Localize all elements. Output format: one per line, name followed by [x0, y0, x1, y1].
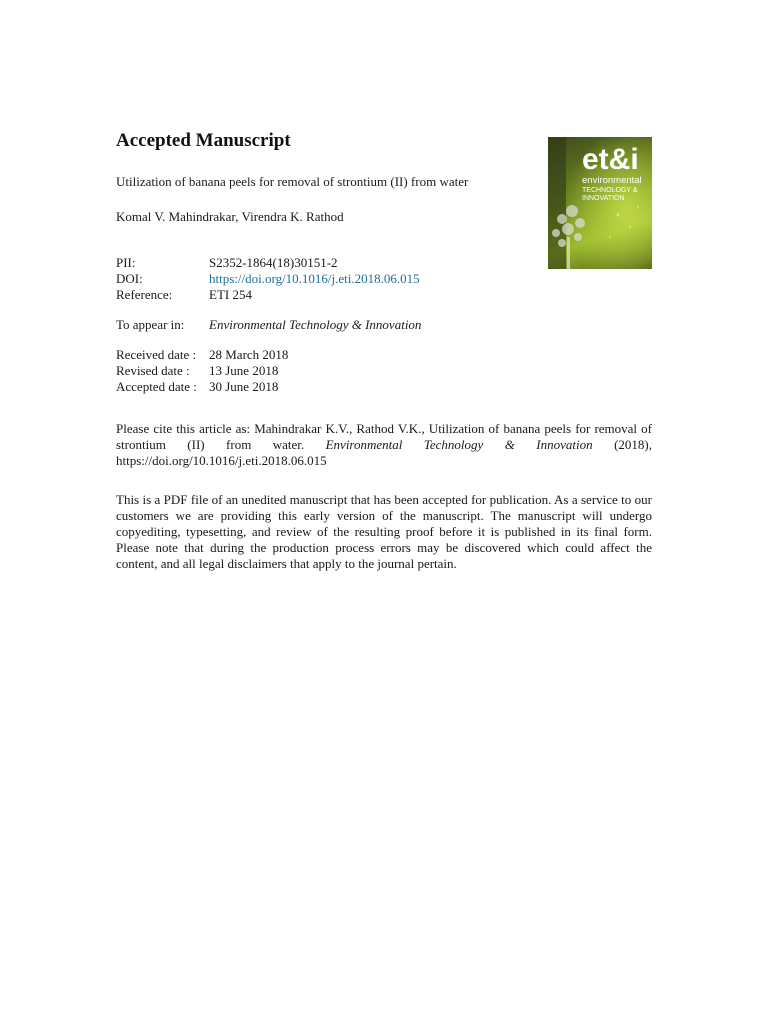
doi-label: DOI:: [116, 271, 143, 286]
cover-line-2: TECHNOLOGY &: [582, 187, 638, 194]
page-title: Accepted Manuscript: [116, 130, 291, 151]
article-title: Utilization of banana peels for removal of strontium (II) from water: [116, 174, 469, 189]
accepted-date-label: Accepted date :: [116, 379, 197, 394]
article-authors: Komal V. Mahindrakar, Virendra K. Rathod: [116, 209, 344, 224]
reference-value: ETI 254: [209, 287, 252, 302]
citation-paragraph: [116, 421, 652, 469]
pii-label: PII:: [116, 255, 136, 270]
accepted-date-row: [116, 379, 416, 395]
citation-text-2: (2018), https://doi.org/10.1016/j.eti.2018.06.015: [116, 437, 652, 468]
cover-line-1: environmental: [582, 175, 642, 186]
cover-logo: et&i: [582, 143, 639, 176]
received-date-row: [116, 347, 416, 363]
journal-cover-image: [548, 137, 652, 269]
journal-name: Environmental Technology & Innovation: [209, 317, 422, 332]
dates-block: [116, 347, 416, 395]
revised-date-value: 13 June 2018: [209, 363, 279, 378]
reference-label: Reference:: [116, 287, 173, 302]
revised-date-row: [116, 363, 416, 379]
citation-text-1: Please cite this article as: Mahindrakar K.V., Rathod V.K., Utilization of banana peels for removal of strontium (II) from water.: [116, 421, 652, 452]
citation-journal: Environmental Technology & Innovation: [325, 437, 593, 452]
disclaimer-paragraph: This is a PDF file of an unedited manuscript that has been accepted for publication. As a service to our customers we are providing this early version of the manuscript. The manuscript will undergo copyediting, typesetting, and review of the resulting proof before it is published in its final form. Please note that during the production process errors may be discovered which could affect the content, and all legal disclaimers that apply to the journal pertain.: [116, 492, 652, 571]
received-date-value: 28 March 2018: [209, 347, 289, 362]
cover-line-3: INNOVATION: [582, 195, 625, 202]
revised-date-label: Revised date :: [116, 363, 190, 378]
appear-in-label: To appear in:: [116, 317, 185, 332]
doi-link[interactable]: https://doi.org/10.1016/j.eti.2018.06.015: [209, 271, 420, 286]
accepted-date-value: 30 June 2018: [209, 379, 279, 394]
pii-value: S2352-1864(18)30151-2: [209, 255, 338, 270]
cover-artwork: [548, 137, 652, 269]
received-date-label: Received date :: [116, 347, 197, 362]
